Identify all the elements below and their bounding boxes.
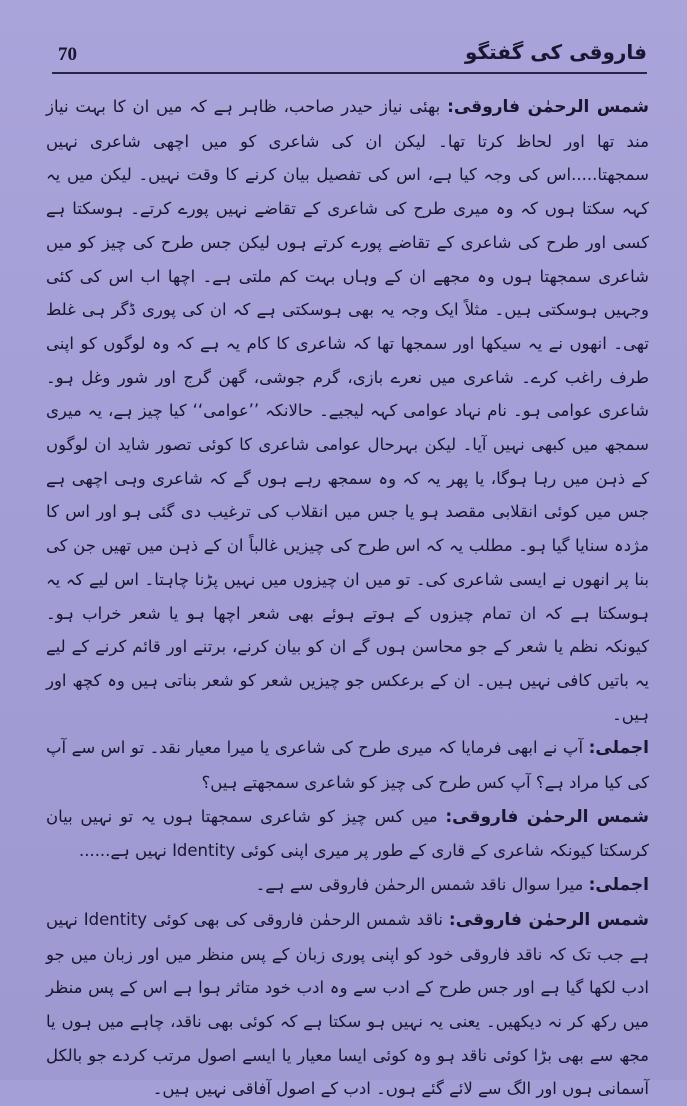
paragraph-text: بھئی نیاز حیدر صاحب، ظاہر ہے کہ میں ان کا بہت نیاز مند تھا اور لحاظ کرتا تھا۔ لیکن ان کی شاعری کو میں اچھی شاعری نہیں سمجھتا.....اس کی وجہ کیا ہے، اس کی تفصیل بیان کرنے کا وقت نہیں۔ لیکن میں یہ کہہ سکتا ہوں کہ وہ میری طرح کی شاعری کے تقاضے نہیں پورے کرتے۔ ہوسکتا ہے کسی اور طرح کی شاعری کے تقاضے پورے کرتے ہوں لیکن جس طرح کی چیز کو میں شاعری سمجھتا ہوں وہ مجھے ان کے وہاں بہت کم ملتی ہے۔ اچھا اب اس کی کئی وجہیں ہوسکتی ہیں۔ مثلاً ایک وجہ یہ بھی ہوسکتی ہے کہ ان کی پوری ڈگر ہی غلط تھی۔ انھوں نے یہ سیکھا اور سمجھا تھا کہ شاعری کا کام یہ ہے کہ وہ لوگوں کو اپنی طرف راغب کرے۔ شاعری میں نعرے بازی، گرم جوشی، گھن گرج اور شور وغل ہو۔ شاعری عوامی ہو۔ نام نہاد عوامی کہہ لیجیے۔ حالانکہ ’’عوامی‘‘ کیا چیز ہے، یہ میری سمجھ میں کبھی نہیں آیا۔ لیکن بہرحال عوامی شاعری کا کوئی تصور شاید ان لوگوں کے ذہن میں رہا ہوگا، یا پھر یہ کہ وہ سمجھ رہے ہوں گے کہ شاعری وہی اچھی ہے جس میں کوئی انقلابی مقصد ہو یا جس میں انقلاب کی ترغیب دی گئی ہو اور اس کا مژدہ سنایا گیا ہو۔ مطلب یہ کہ اس طرح کی چیزیں غالباً ان کے ذہن میں تھیں جن کی بنا پر انھوں نے ایسی شاعری کی۔ تو میں ان چیزوں میں نہیں پڑنا چاہتا۔ اس لیے کہ یہ ہوسکتا ہے کہ ان تمام چیزوں کے ہوتے ہوئے بھی شعر اچھا ہو یا شعر خراب ہو۔ کیونکہ نظم یا شعر کے جو محاسن ہوں گے ان کو بیان کرنے، برتنے اور قائم کرنے کے لیے یہ باتیں کافی نہیں ہیں۔ ان کے برعکس جو چیزیں شعر کو شعر بناتی ہیں وہ کچھ اور ہیں۔ — [46, 97, 649, 724]
paragraph-text: ناقد شمس الرحمٰن فاروقی کی بھی کوئی Identity نہیں ہے جب تک کہ ناقد فاروقی خود کو اپنی پوری زبان کے پس منظر میں اور زبان میں جو ادب لکھا گیا ہے اور جس طرح کے ادب سے وہ ادب خود متاثر ہوا ہے اس کے پس منظر میں رکھ کر نہ دیکھیں۔ یعنی یہ نہیں ہو سکتا ہے کہ کوئی بھی ناقد، چاہے میں ہوں یا مجھ سے بھی بڑا کوئی ناقد ہو وہ کوئی ایسا معیار یا ایسے اصول مرتب کردے جو بالکل آسمانی ہوں اور الگ سے لائے گئے ہوں۔ ادب کے اصول آفاقی نہیں ہیں۔ — [46, 909, 649, 1099]
paragraph — [46, 903, 649, 1106]
paragraph-text: آپ نے ابھی فرمایا کہ میری طرح کی شاعری یا میرا معیار نقد۔ تو اس سے آپ کی کیا مراد ہے؟ آپ کس طرح کی چیز کو شاعری سمجھتے ہیں؟ — [46, 738, 649, 793]
paragraph-text: میرا سوال ناقد شمس الرحمٰن فاروقی سے ہے۔ — [255, 875, 589, 895]
paragraph — [46, 731, 649, 799]
page-number: 70 — [58, 44, 77, 65]
page-header — [52, 40, 647, 74]
speaker-label: شمس الرحمٰن فاروقی: — [445, 806, 649, 827]
speaker-label: اجملی: — [588, 738, 649, 759]
running-title: فاروقی کی گفتگو — [464, 40, 647, 64]
speaker-label: شمس الرحمٰن فاروقی: — [447, 97, 649, 117]
paragraph — [46, 800, 649, 868]
paragraph — [46, 868, 649, 903]
speaker-label: شمس الرحمٰن فاروقی: — [448, 909, 649, 930]
page-body — [46, 90, 649, 1106]
paragraph — [46, 90, 649, 731]
speaker-label: اجملی: — [588, 875, 649, 896]
paragraph-text: میں کس چیز کو شاعری سمجھتا ہوں یہ تو نہیں بیان کرسکتا کیونکہ شاعری کے قاری کے طور پر میری اپنی کوئی Identity نہیں ہے...... — [46, 806, 649, 861]
